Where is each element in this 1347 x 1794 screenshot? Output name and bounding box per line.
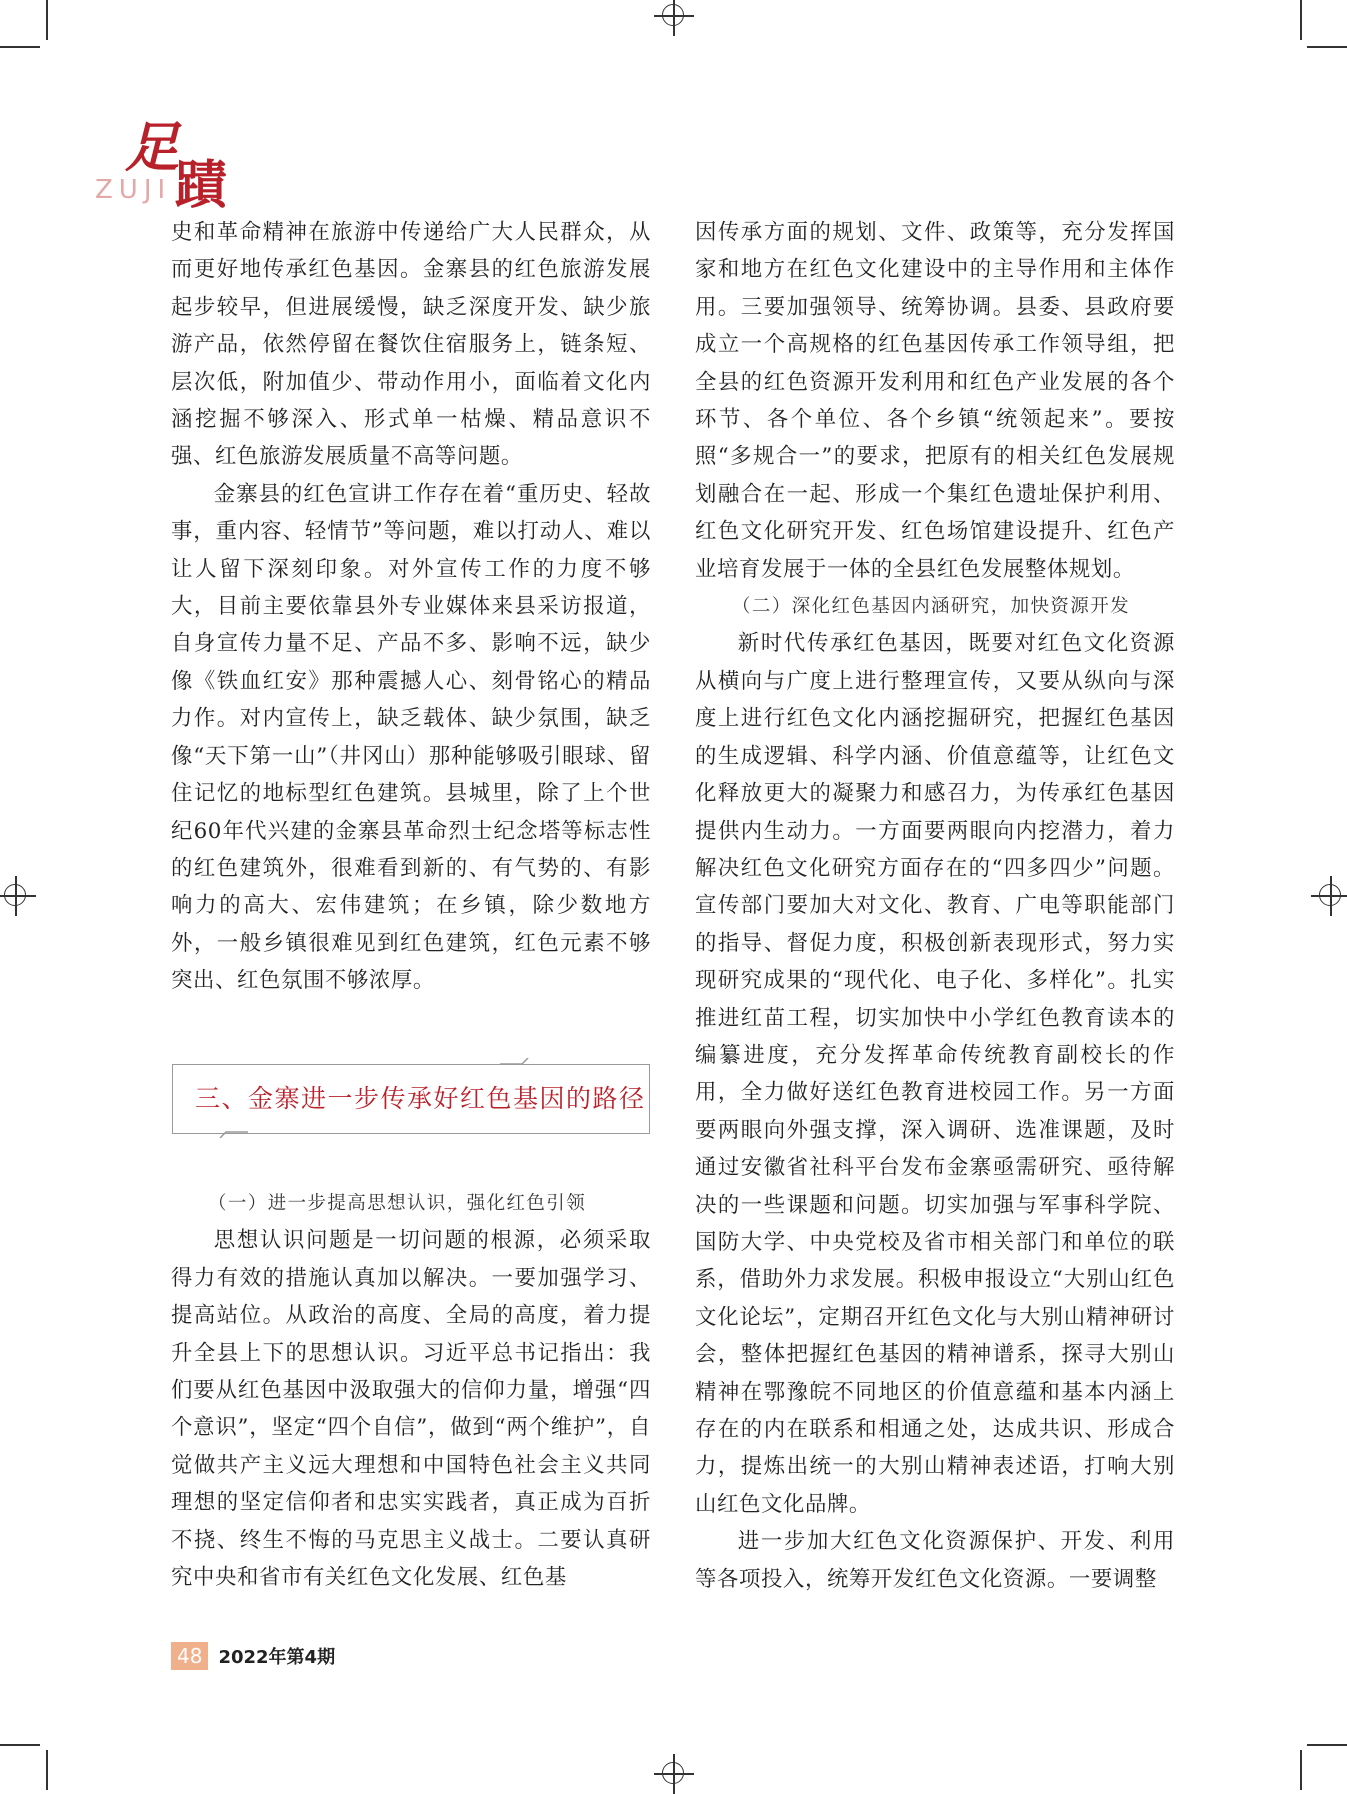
crop-mark: [0, 46, 40, 48]
crop-mark: [1300, 1750, 1302, 1790]
logo-pinyin: ZUJI: [95, 175, 172, 205]
page-footer: [171, 1641, 335, 1671]
paragraph: 金寨县的红色宣讲工作存在着“重历史、轻故事，重内容、轻情节”等问题，难以打动人、难以让人留下深刻印象。对外宣传工作的力度不够大，目前主要依靠县外专业媒体来县采访报道，自身宣传力量不足、产品不多、影响不远，缺少像《铁血红安》那种震撼人心、刻骨铭心的精品力作。对内宣传上，缺乏载体、缺少氛围，缺乏像“天下第一山”（井冈山）那种能够吸引眼球、留住记忆的地标型红色建筑。县城里，除了上个世纪60年代兴建的金寨县革命烈士纪念塔等标志性的红色建筑外，很难看到新的、有气势的、有影响力的高大、宏伟建筑；在乡镇，除少数地方外，一般乡镇很难见到红色建筑，红色元素不够突出、红色氛围不够浓厚。: [171, 481, 651, 994]
left-column-lower: [171, 1185, 651, 1596]
heading-corner-ornament: [218, 1128, 248, 1138]
section-heading: 三、金寨进一步传承好红色基因的路径: [195, 1084, 646, 1113]
logo-char-1: 足: [125, 115, 179, 179]
crop-mark: [46, 0, 48, 40]
crop-mark: [1307, 46, 1347, 48]
section-heading-box: [172, 1064, 650, 1134]
registration-mark-icon: [654, 1754, 694, 1794]
registration-mark-icon: [654, 0, 694, 36]
left-column: [171, 214, 651, 1000]
crop-mark: [1307, 1744, 1347, 1746]
paragraph: 因传承方面的规划、文件、政策等，充分发挥国家和地方在红色文化建设中的主导作用和主体作用。三要加强领导、统筹协调。县委、县政府要成立一个高规格的红色基因传承工作领导组，把全县的红色资源开发利用和红色产业发展的各个环节、各个单位、各个乡镇“统领起来”。要按照“多规合一”的要求，把原有的相关红色发展规划融合在一起、形成一个集红色遗址保护利用、红色文化研究开发、红色场馆建设提升、红色产业培育发展于一体的全县红色发展整体规划。: [695, 220, 1175, 582]
right-column: [695, 214, 1175, 1598]
page-number: 48: [171, 1642, 208, 1670]
subheading: （一）进一步提高思想认识，强化红色引领: [208, 1193, 587, 1214]
paragraph: 史和革命精神在旅游中传递给广大人民群众，从而更好地传承红色基因。金寨县的红色旅游发展起步较早，但进展缓慢，缺乏深度开发、缺少旅游产品，依然停留在餐饮住宿服务上，链条短、层次低，附加值少、带动作用小，面临着文化内涵挖掘不够深入、形式单一枯燥、精品意识不强、红色旅游发展质量不高等问题。: [171, 220, 651, 470]
subheading: （二）深化红色基因内涵研究，加快资源开发: [732, 596, 1131, 618]
section-logo: [95, 105, 235, 216]
paragraph: 新时代传承红色基因，既要对红色文化资源从横向与广度上进行整理宣传，又要从纵向与深度上进行红色文化内涵挖掘研究，把握红色基因的生成逻辑、科学内涵、价值意蕴等，让红色文化释放更大的凝聚力和感召力，为传承红色基因提供内生动力。一方面要两眼向内挖潜力，着力解决红色文化研究方面存在的“四多四少”问题。宣传部门要加大对文化、教育、广电等职能部门的指导、督促力度，积极创新表现形式，努力实现研究成果的“现代化、电子化、多样化”。扎实推进红苗工程，切实加快中小学红色教育读本的编纂进度，充分发挥革命传统教育副校长的作用，全力做好送红色教育进校园工作。另一方面要两眼向外强支撑，深入调研、选准课题，及时通过安徽省社科平台发布金寨亟需研究、亟待解决的一些课题和问题。切实加强与军事科学院、国防大学、中央党校及省市相关部门和单位的联系，借助外力求发展。积极申报设立“大别山红色文化论坛”，定期召开红色文化与大别山精神研讨会，整体把握红色基因的精神谱系，探寻大别山精神在鄂豫皖不同地区的价值意蕴和基本内涵上存在的内在联系和相通之处，达成共识、形成合力，提炼出统一的大别山精神表述语，打响大别山红色文化品牌。: [695, 631, 1175, 1517]
crop-mark: [0, 1744, 40, 1746]
crop-mark: [46, 1750, 48, 1790]
logo-char-2: 蹟: [175, 155, 228, 216]
crop-mark: [1300, 0, 1302, 40]
registration-mark-icon: [0, 876, 36, 916]
paragraph: 思想认识问题是一切问题的根源，必须采取得力有效的措施认真加以解决。一要加强学习、提高站位。从政治的高度、全局的高度，着力提升全县上下的思想认识。习近平总书记指出：我们要从红色基因中汲取强大的信仰力量，增强“四个意识”，坚定“四个自信”，做到“两个维护”，自觉做共产主义远大理想和中国特色社会主义共同理想的坚定信仰者和忠实实践者，真正成为百折不挠、终生不悔的马克思主义战士。二要认真研究中央和省市有关红色文化发展、红色基: [171, 1228, 651, 1591]
paragraph: 进一步加大红色文化资源保护、开发、利用等各项投入，统筹开发红色文化资源。一要调整: [695, 1529, 1175, 1592]
registration-mark-icon: [1311, 876, 1347, 916]
issue-label: 2022年第4期: [218, 1647, 336, 1668]
heading-corner-ornament: [500, 1058, 530, 1068]
